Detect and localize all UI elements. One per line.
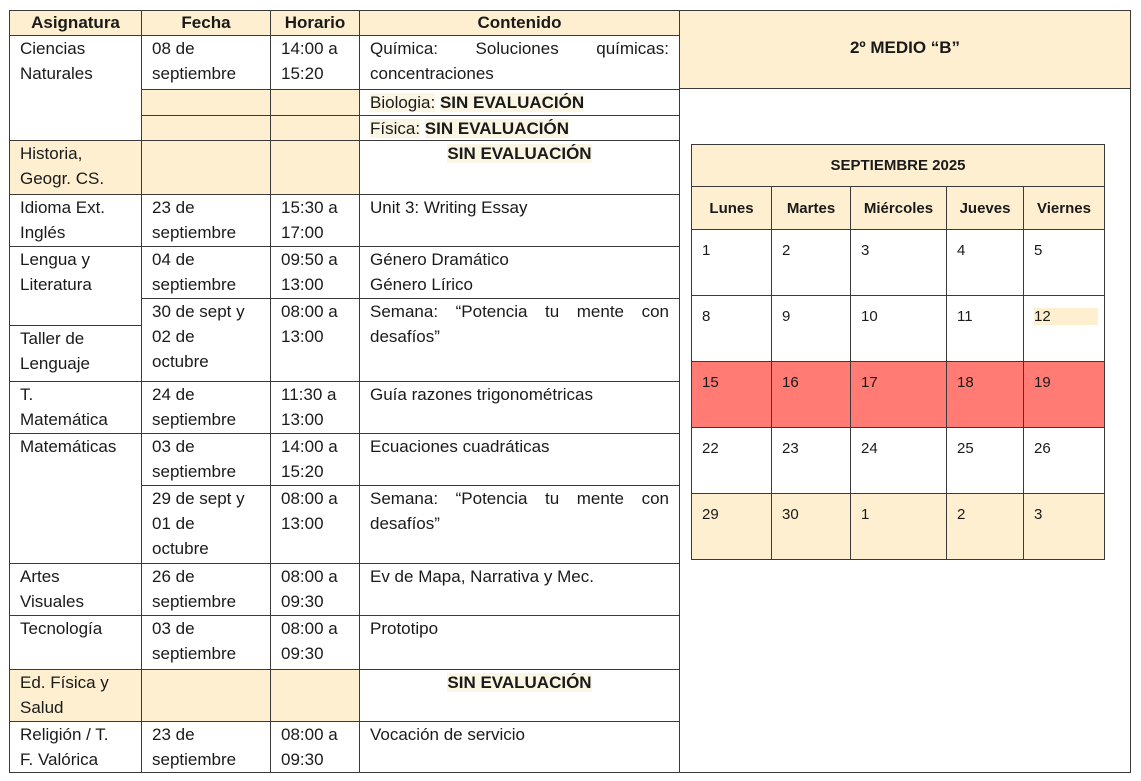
calendar-title: SEPTIEMBRE 2025 [691,144,1105,187]
calendar-day [771,229,851,296]
subject-artes: Artes Visuales [9,563,142,616]
calendar-day-number: 12 [1034,308,1098,325]
calendar-day-number: 11 [957,308,973,325]
calendar-day [691,229,772,296]
weekday-miercoles: Miércoles [850,186,947,230]
calendar-day-number: 26 [1034,440,1051,457]
calendar-day [850,493,947,560]
biologia-status: SIN EVALUACIÓN [439,93,585,112]
calendar-day-number: 25 [957,440,974,457]
calendar-day-number: 4 [957,242,966,259]
subject-tmat: T. Matemática [9,381,142,434]
calendar-day-number: 22 [702,440,719,457]
date-artes: 26 de septiembre [141,563,271,616]
date-edfis [141,669,271,722]
date-ciencias: 08 de septiembre [141,35,271,90]
calendar-day [946,427,1024,494]
content-ciencias-line2: concentraciones [370,64,494,83]
calendar-day [946,229,1024,296]
calendar-day [1023,493,1105,560]
content-lengua-semana [359,298,680,382]
date-fisica [141,115,271,141]
calendar-day-number: 15 [702,374,719,391]
calendar-day [850,361,947,428]
subject-edfis: Ed. Física y Salud [9,669,142,722]
calendar-day-number: 3 [1034,506,1043,523]
col-header-fecha: Fecha [141,10,271,36]
content-tecno: Prototipo [359,615,680,670]
col-header-asignatura: Asignatura [9,10,142,36]
calendar-day-number: 3 [861,242,870,259]
content-mat-semana-line1: Semana: “Potencia tu mente con [370,489,669,508]
content-ingles: Unit 3: Writing Essay [359,194,680,247]
date-mat-semana: 29 de sept y 01 de octubre [141,485,271,564]
calendar-day [946,361,1024,428]
historia-status: SIN EVALUACIÓN [447,144,592,163]
calendar-day [771,427,851,494]
weekday-lunes: Lunes [691,186,772,230]
weekday-jueves: Jueves [946,186,1024,230]
calendar-day-number: 2 [957,506,966,523]
time-tecno: 08:00 a 09:30 [270,615,360,670]
time-tmat: 11:30 a 13:00 [270,381,360,434]
calendar-day [1023,427,1105,494]
subject-historia: Historia, Geogr. CS. [9,140,142,195]
calendar-day-number: 17 [861,374,878,391]
calendar-day [691,295,772,362]
time-ciencias: 14:00 a 15:20 [270,35,360,90]
content-artes: Ev de Mapa, Narrativa y Mec. [359,563,680,616]
calendar-day [946,493,1024,560]
date-tecno: 03 de septiembre [141,615,271,670]
calendar-day [1023,361,1105,428]
calendar-day [850,229,947,296]
calendar-day-number: 1 [861,506,870,523]
calendar-day [771,493,851,560]
time-lengua: 09:50 a 13:00 [270,246,360,299]
calendar-day-number: 9 [782,308,791,325]
calendar-day-number: 30 [782,506,799,523]
content-mat-semana-line2: desafíos” [370,514,440,533]
calendar-day-number: 29 [702,506,719,523]
calendar-day-number: 19 [1034,374,1051,391]
calendar-day [771,295,851,362]
content-ciencias [359,35,680,90]
content-ciencias-line1: Química: Soluciones químicas: [370,39,669,58]
calendar-day [691,493,772,560]
time-mat: 14:00 a 15:20 [270,433,360,486]
date-lengua: 04 de septiembre [141,246,271,299]
calendar-day [850,427,947,494]
col-header-horario: Horario [270,10,360,36]
date-mat: 03 de septiembre [141,433,271,486]
date-biologia [141,89,271,116]
time-mat-semana: 08:00 a 13:00 [270,485,360,564]
calendar-day-number: 1 [702,242,711,259]
biologia-label: Biologia: [370,93,436,112]
fisica-status: SIN EVALUACIÓN [424,119,569,138]
subject-ingles: Idioma Ext. Inglés [9,194,142,247]
calendar-day-number: 10 [861,308,878,325]
calendar-day [850,295,947,362]
calendar-day [771,361,851,428]
calendar-day [1023,229,1105,296]
content-tmat: Guía razones trigonométricas [359,381,680,434]
subject-ciencias: Ciencias Naturales [9,35,142,141]
date-historia [141,140,271,195]
course-title: 2º MEDIO “B” [679,10,1131,89]
time-biologia [270,89,360,116]
date-lengua-semana: 30 de sept y 02 de octubre [141,298,271,382]
date-religion: 23 de septiembre [141,721,271,773]
content-edfis [359,669,680,722]
content-mat-semana [359,485,680,564]
content-historia [359,140,680,195]
calendar-day [1023,295,1105,362]
calendar-day-number: 18 [957,374,974,391]
time-religion: 08:00 a 09:30 [270,721,360,773]
content-lengua-semana-line1: Semana: “Potencia tu mente con [370,302,669,321]
time-historia [270,140,360,195]
calendar-day [946,295,1024,362]
time-lengua-semana: 08:00 a 13:00 [270,298,360,382]
weekday-martes: Martes [771,186,851,230]
content-fisica [359,115,680,141]
content-biologia [359,89,680,116]
time-artes: 08:00 a 09:30 [270,563,360,616]
subject-religion: Religión / T. F. Valórica [9,721,142,773]
content-religion: Vocación de servicio [359,721,680,773]
weekday-viernes: Viernes [1023,186,1105,230]
time-ingles: 15:30 a 17:00 [270,194,360,247]
date-tmat: 24 de septiembre [141,381,271,434]
calendar-day-number: 24 [861,440,878,457]
subject-taller: Taller de Lenguaje [9,325,142,382]
time-edfis [270,669,360,722]
edfis-status: SIN EVALUACIÓN [447,673,592,692]
subject-tecno: Tecnología [9,615,142,670]
subject-mat: Matemáticas [9,433,142,564]
calendar-day [691,427,772,494]
calendar-day-number: 16 [782,374,799,391]
calendar-day-number: 5 [1034,242,1043,259]
subject-lengua: Lengua y Literatura [9,246,142,326]
fisica-label: Física: [370,119,421,138]
content-lengua-semana-line2: desafíos” [370,327,440,346]
col-header-contenido: Contenido [359,10,680,36]
time-fisica [270,115,360,141]
calendar-day-number: 23 [782,440,799,457]
calendar-day-number: 8 [702,308,711,325]
calendar-day-number: 2 [782,242,791,259]
content-mat: Ecuaciones cuadráticas [359,433,680,486]
calendar-day [691,361,772,428]
date-ingles: 23 de septiembre [141,194,271,247]
content-lengua: Género Dramático Género Lírico [359,246,680,299]
